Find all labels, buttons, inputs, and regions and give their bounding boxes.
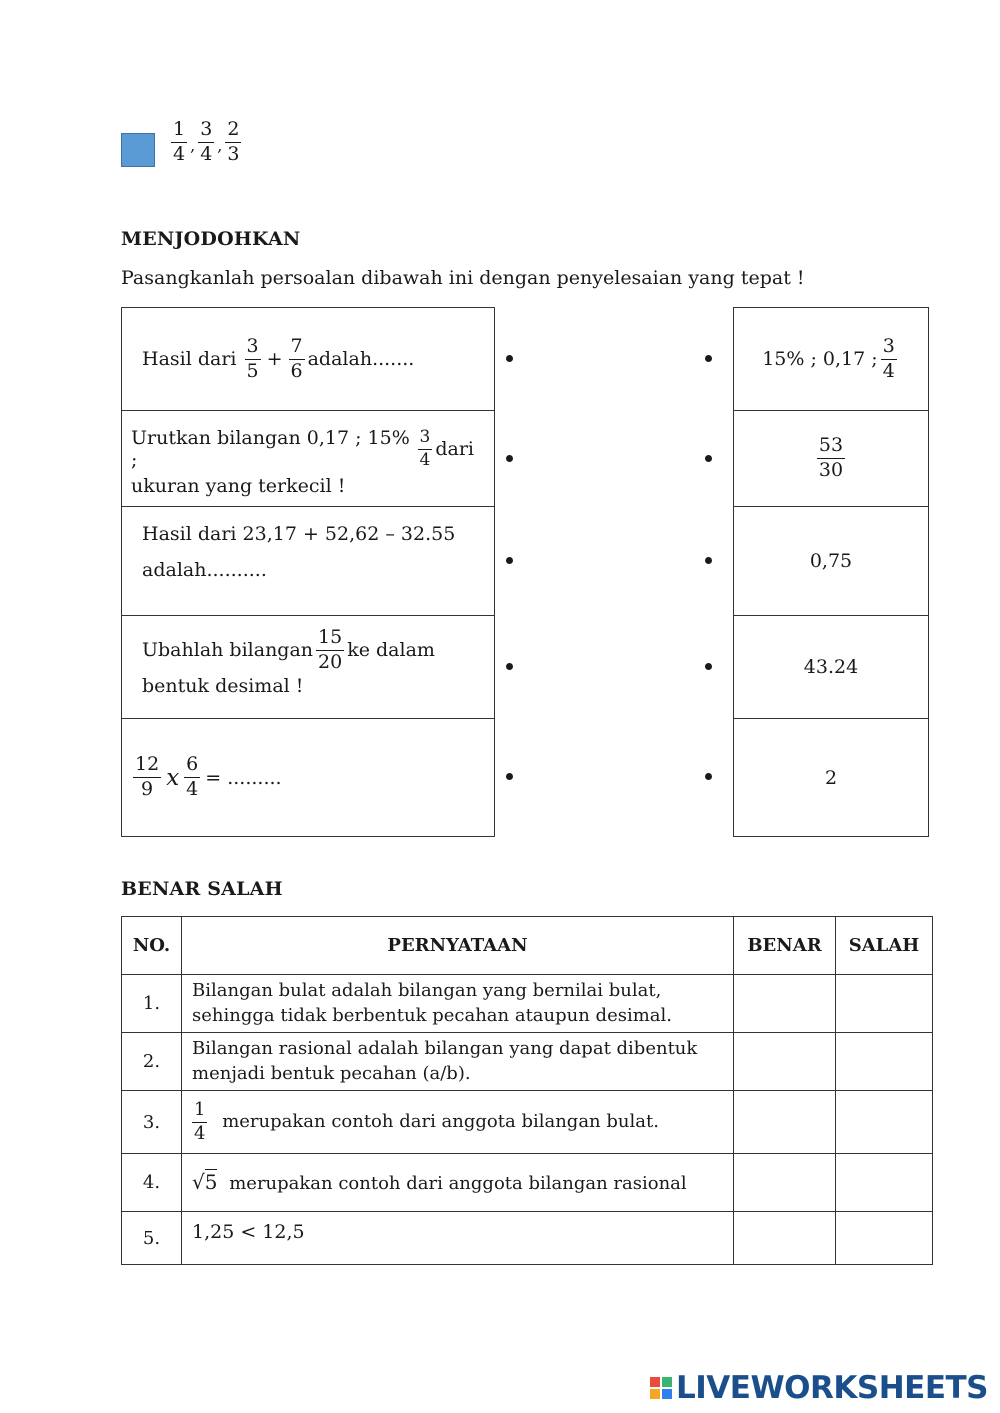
true-cell[interactable] xyxy=(734,1091,836,1154)
match-left-dot-2[interactable] xyxy=(506,455,513,462)
table-row: 1. Bilangan bulat adalah bilangan yang bernilai bulat, sehingga tidak berbentuk pecahan ataupun desimal. xyxy=(122,975,933,1033)
fraction: $\frac{3}{5}$ xyxy=(246,334,259,382)
match-right-dot-2[interactable] xyxy=(705,455,712,462)
match-left-dot-4[interactable] xyxy=(506,663,513,670)
match-right-dot-3[interactable] xyxy=(705,557,712,564)
table-header-row xyxy=(122,917,933,975)
header-statement: PERNYATAAN xyxy=(182,917,734,975)
table-row: 4. √5 merupakan contoh dari anggota bilangan rasional xyxy=(122,1154,933,1212)
match-answer-3: 0,75 xyxy=(733,506,929,616)
table-row: 3. $\frac{1}{4}$ merupakan contoh dari anggota bilangan bulat. xyxy=(122,1091,933,1154)
match-question-2: Urutkan bilangan 0,17 ; 15% ; $\frac{3}{4}$ dari ukuran yang terkecil ! xyxy=(121,410,495,507)
answer-checkbox[interactable] xyxy=(121,133,155,167)
match-question-1: Hasil dari $\frac{3}{5}$ + $\frac{7}{6}$ adalah....... xyxy=(121,307,495,411)
match-left-dot-5[interactable] xyxy=(506,773,513,780)
square-root: √5 xyxy=(192,1169,218,1194)
false-cell[interactable] xyxy=(836,1154,933,1212)
false-cell[interactable] xyxy=(836,1212,933,1265)
fraction: $\frac{7}{6}$ xyxy=(290,334,303,382)
true-cell[interactable] xyxy=(734,975,836,1033)
match-question-5: $\frac{12}{9}$ x $\frac{6}{4}$ = ......... xyxy=(121,718,495,837)
match-right-dot-5[interactable] xyxy=(705,773,712,780)
liveworksheets-logo: LIVEWORKSHEETS xyxy=(650,1370,988,1406)
false-cell[interactable] xyxy=(836,1091,933,1154)
fraction: $\frac{1}{4}$ xyxy=(194,1098,206,1144)
truefalse-title: BENAR SALAH xyxy=(121,878,283,900)
matching-title: MENJODOHKAN xyxy=(121,228,301,250)
header-true: BENAR xyxy=(734,917,836,975)
fraction: $\frac{2}{3}$ xyxy=(227,118,240,165)
true-cell[interactable] xyxy=(734,1154,836,1212)
header-no: NO. xyxy=(122,917,182,975)
fraction: $\frac{15}{20}$ xyxy=(318,626,343,673)
fraction: $\frac{53}{30}$ xyxy=(818,434,844,481)
match-left-dot-1[interactable] xyxy=(506,355,513,362)
table-row: 5. 1,25 < 12,5 xyxy=(122,1212,933,1265)
fraction: $\frac{12}{9}$ xyxy=(135,753,160,800)
liveworksheets-logo-icon xyxy=(650,1377,672,1399)
match-question-4: Ubahlah bilangan $\frac{15}{20}$ ke dalam bentuk desimal ! xyxy=(121,615,495,719)
match-left-dot-3[interactable] xyxy=(506,557,513,564)
fraction: $\frac{1}{4}$ xyxy=(173,118,186,165)
match-answer-2 xyxy=(733,410,929,507)
fraction: $\frac{3}{4}$ xyxy=(882,334,895,382)
match-answer-4: 43.24 xyxy=(733,615,929,719)
fraction: $\frac{3}{4}$ xyxy=(200,118,213,165)
true-cell[interactable] xyxy=(734,1033,836,1091)
false-cell[interactable] xyxy=(836,975,933,1033)
matching-instruction: Pasangkanlah persoalan dibawah ini dengan penyelesaian yang tepat ! xyxy=(121,267,805,289)
match-answer-1: 15% ; 0,17 ; $\frac{3}{4}$ xyxy=(733,307,929,411)
fraction: $\frac{3}{4}$ xyxy=(419,426,431,470)
match-right-dot-1[interactable] xyxy=(705,355,712,362)
fractions-option: $\frac{1}{4}$ , $\frac{3}{4}$ , $\frac{2}{3}$ xyxy=(173,118,240,165)
match-question-3: Hasil dari 23,17 + 52,62 – 32.55 adalah.......... xyxy=(121,506,495,616)
header-false: SALAH xyxy=(836,917,933,975)
false-cell[interactable] xyxy=(836,1033,933,1091)
true-cell[interactable] xyxy=(734,1212,836,1265)
match-right-dot-4[interactable] xyxy=(705,663,712,670)
table-row: 2. Bilangan rasional adalah bilangan yang dapat dibentuk menjadi bentuk pecahan (a/b). xyxy=(122,1033,933,1091)
fraction: $\frac{6}{4}$ xyxy=(186,753,199,800)
truefalse-table xyxy=(121,916,933,1265)
match-answer-5: 2 xyxy=(733,718,929,837)
